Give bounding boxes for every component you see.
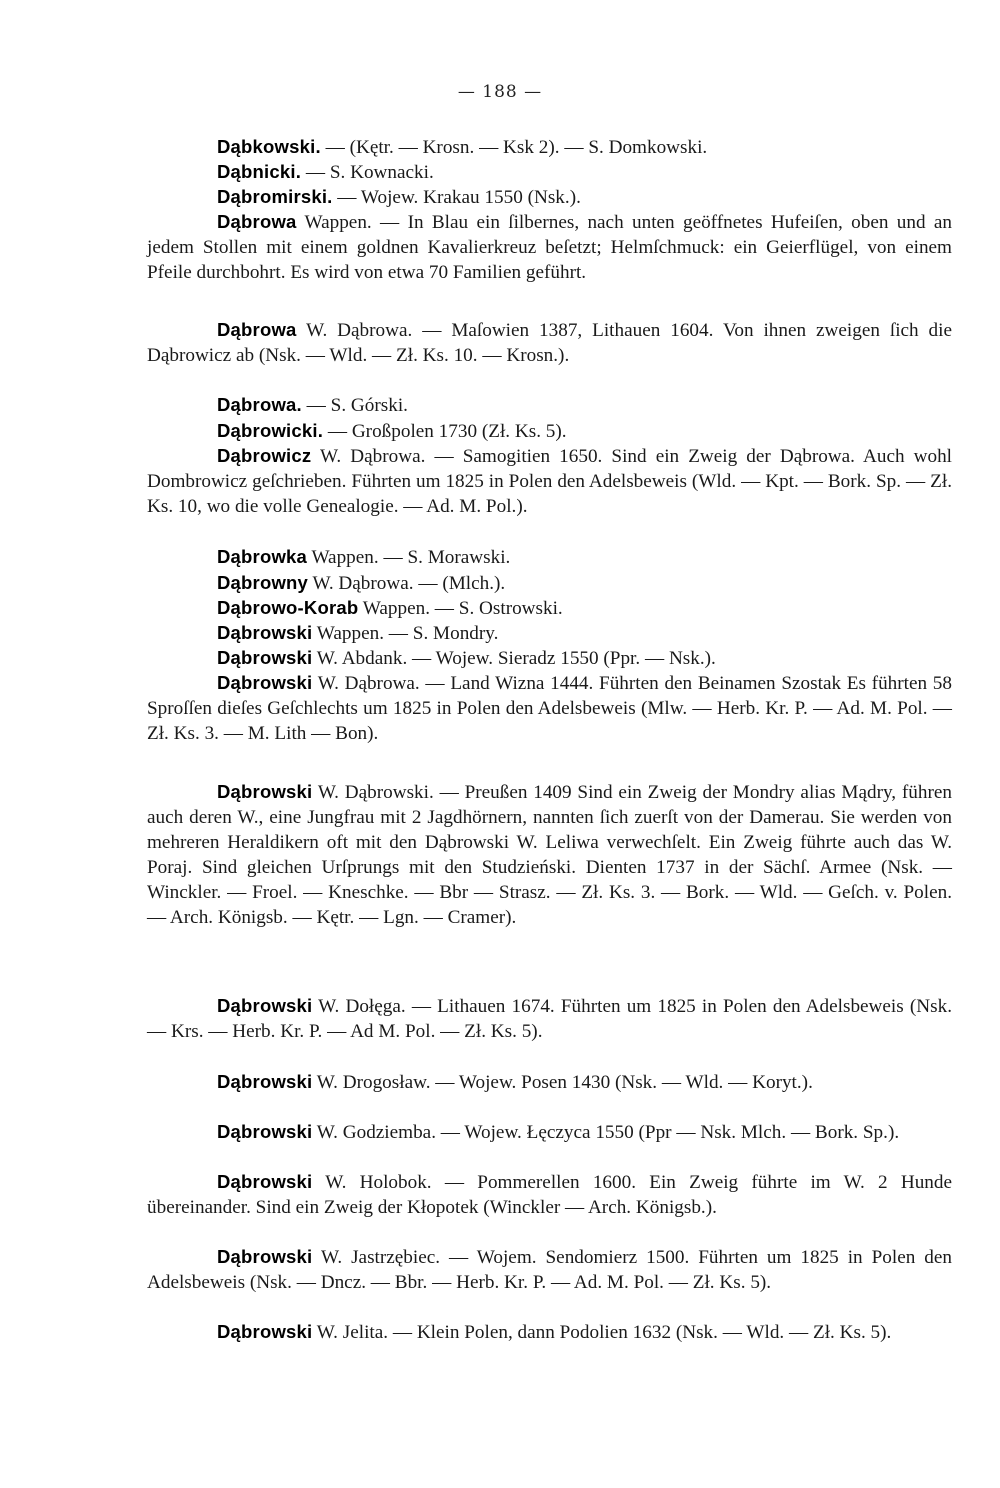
entry-headword: Dąbrowski <box>217 781 313 802</box>
entry <box>147 1069 952 1095</box>
entry-headword: Dąbrowa. <box>217 394 302 415</box>
entry-text: W. Drogosław. — Wojew. Posen 1430 (Nsk. — Wld. — Koryt.). <box>312 1072 813 1093</box>
entry-headword: Dąbrowa <box>217 211 297 232</box>
entry-headword: Dąbrowicz <box>217 445 312 466</box>
entry <box>147 1169 952 1220</box>
entry <box>147 620 952 646</box>
entry-text: W. Dąbrowa. — (Mlch.). <box>308 573 506 594</box>
entry <box>147 1319 952 1345</box>
entry <box>147 779 952 930</box>
entry <box>147 159 952 185</box>
entry-text: — S. Górski. <box>301 395 408 416</box>
entry <box>147 544 952 570</box>
page-number: — 188 — <box>457 82 543 102</box>
entry <box>147 595 952 621</box>
entry-headword: Dąbrowa <box>217 319 297 340</box>
entry-headword: Dąbromirski. <box>217 186 333 207</box>
entry-text: W. Dołęga. — Lithauen 1674. Führten um 1825 in Polen den Adelsbeweis (Nsk. — Krs. — Herb. Kr. P. — Ad M. Pol. — Zł. Ks. 5). <box>147 996 952 1042</box>
entry <box>147 993 952 1044</box>
entry-text: W. Dąbrowski. — Preußen 1409 Sind ein Zweig der Mondry alias Mądry, führen auch deren W., eine Jungfrau mit 2 Jagdhörnern, nannten ſich zuerſt von der Damerau. Sie werden von mehreren Heraldikern oft mit den Dąbrowski W. Leliwa verwechſelt. Ein Zweig führte auch das W. Poraj. Sind gleichen Urſprungs mit den Studzieński. Dienten 1737 in der Sächſ. Armee (Nsk. — Winckler. — Froel. — Kneschke. — Bbr — Strasz. — Zł. Ks. 3. — Bork. — Wld. — Geſch. v. Polen. — Arch. Königsb. — Kętr. — Lgn. — Cramer). <box>147 782 952 928</box>
entry-text: Wappen. — S. Ostrowski. <box>358 598 563 619</box>
entry-text: Wappen. — S. Morawski. <box>307 547 511 568</box>
entry-text: Wappen. — S. Mondry. <box>312 623 499 644</box>
entry-text: W. Jastrzębiec. — Wojem. Sendomierz 1500. Führten um 1825 in Polen den Adelsbeweis (Nsk. — Dncz. — Bbr. — Herb. Kr. P. — Ad. M. Pol. — Zł. Ks. 5). <box>147 1247 952 1293</box>
entry-headword: Dąbrowski <box>217 647 313 668</box>
entry-headword: Dąbrowski <box>217 672 313 693</box>
entry <box>147 443 952 519</box>
entry-text: W. Holobok. — Pommerellen 1600. Ein Zweig führte im W. 2 Hunde übereinander. Sind ein Zweig der Kłopotek (Winckler — Arch. Königsb.). <box>147 1172 952 1218</box>
entry <box>147 418 952 444</box>
entry-headword: Dąbrowski <box>217 1246 313 1267</box>
entry-text: W. Godziemba. — Wojew. Łęczyca 1550 (Ppr — Nsk. Mlch. — Bork. Sp.). <box>312 1122 900 1143</box>
entry-text: W. Abdank. — Wojew. Sieradz 1550 (Ppr. — Nsk.). <box>312 648 716 669</box>
entry-headword: Dąbrowo-Korab <box>217 597 359 618</box>
entry <box>147 1119 952 1145</box>
entry-text: W. Dąbrowa. — Maſowien 1387, Lithauen 1604. Von ihnen zweigen ſich die Dąbrowicz ab (Nsk. — Wld. — Zł. Ks. 10. — Krosn.). <box>147 320 952 366</box>
entry <box>147 570 952 596</box>
entry-headword: Dąbrowicki. <box>217 420 324 441</box>
entry-text: W. Dąbrowa. — Samogitien 1650. Sind ein Zweig der Dąbrowa. Auch wohl Dombrowicz geſchrieben. Führten um 1825 in Polen den Adelsbeweis (Wld. — Kpt. — Bork. Sp. — Zł. Ks. 10, wo die volle Genealogie. — Ad. M. Pol.). <box>147 446 952 517</box>
entry-text: W. Jelita. — Klein Polen, dann Podolien 1632 (Nsk. — Wld. — Zł. Ks. 5). <box>312 1322 892 1343</box>
entry-text: W. Dąbrowa. — Land Wizna 1444. Führten den Beinamen Szostak Es führten 58 Sproſſen dieſes Geſchlechts um 1825 in Polen den Adelsbeweis (Mlw. — Herb. Kr. P. — Ad. M. Pol. — Zł. Ks. 3. — M. Lith — Bon). <box>147 673 952 744</box>
entry-headword: Dąbrowski <box>217 1121 313 1142</box>
entry <box>147 184 952 210</box>
entry <box>147 317 952 368</box>
entry-text: — Großpolen 1730 (Zł. Ks. 5). <box>323 421 567 442</box>
entry-headword: Dąbrowski <box>217 1321 313 1342</box>
entry-headword: Dąbrowski <box>217 1071 313 1092</box>
entry-text: — (Kętr. — Krosn. — Ksk 2). — S. Domkowski. <box>320 137 708 158</box>
entry-headword: Dąbrowski <box>217 622 313 643</box>
entry <box>147 134 952 160</box>
entry <box>147 209 952 285</box>
entry <box>147 1244 952 1295</box>
entry-headword: Dąbkowski. <box>217 136 321 157</box>
entry <box>147 645 952 671</box>
entry-text: Wappen. — In Blau ein ſilbernes, nach unten geöffnetes Hufeiſen, oben und an jedem Stollen mit einem goldnen Kavalierkreuz beſetzt; Helmſchmuck: ein Geierflügel, von einem Pfeile durchbohrt. Es wird von etwa 70 Familien geführt. <box>147 212 952 283</box>
entry <box>147 670 952 746</box>
entry-headword: Dąbrowski <box>217 1171 313 1192</box>
entry-headword: Dąbrowny <box>217 572 309 593</box>
entry-text: — S. Kownacki. <box>301 162 434 183</box>
entry-headword: Dąbrowski <box>217 995 313 1016</box>
entry-headword: Dąbrowka <box>217 546 308 567</box>
entry-text: — Wojew. Krakau 1550 (Nsk.). <box>332 187 581 208</box>
entry-headword: Dąbnicki. <box>217 161 302 182</box>
entry <box>147 392 952 418</box>
